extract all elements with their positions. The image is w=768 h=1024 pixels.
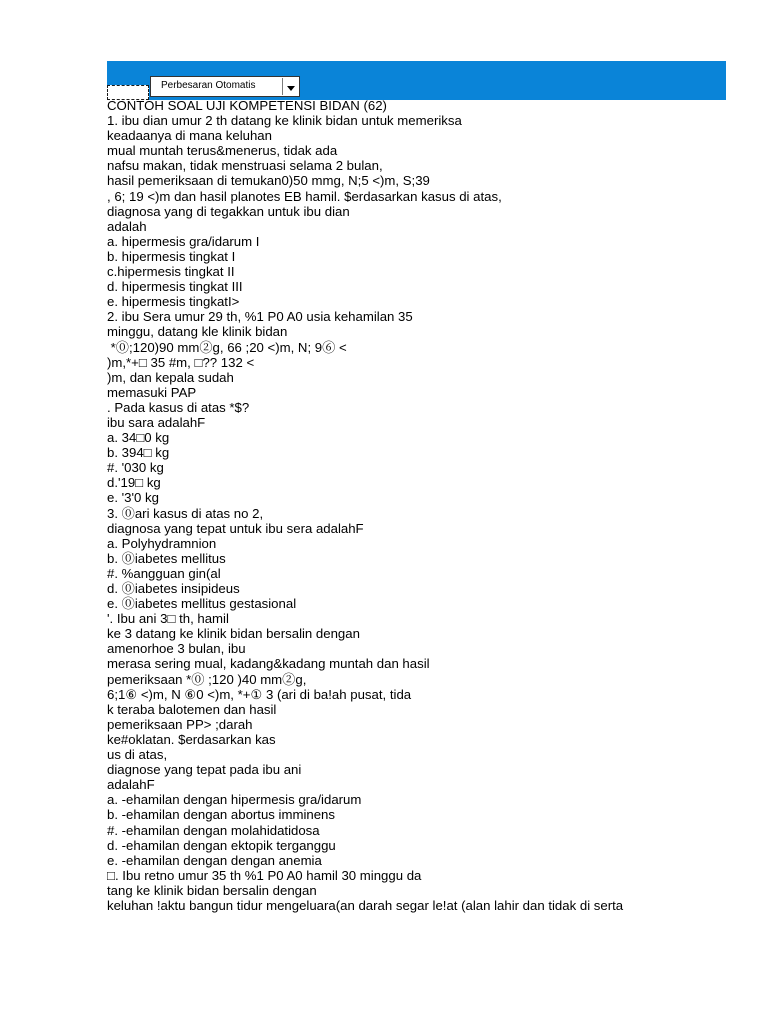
document-line: diagnosa yang tepat untuk ibu sera adalahF <box>107 520 364 536</box>
document-line: us di atas, <box>107 747 168 763</box>
document-line: 3. ⓪ari kasus di atas no 2, <box>107 505 264 521</box>
document-line: adalah <box>107 218 147 234</box>
document-line: e. '3'0 kg <box>107 490 159 506</box>
document-line: ibu sara adalahF <box>107 414 206 430</box>
document-line: c.hipermesis tingkat II <box>107 264 235 280</box>
document-line: adalahF <box>107 777 155 793</box>
document-line: ke#oklatan. $erdasarkan kas <box>107 731 276 747</box>
document-line: pemeriksaan PP> ;darah <box>107 716 253 732</box>
document-line: , 6; 19 <)m dan hasil planotes EB hamil. $erdasarkan kasus di atas, <box>107 188 502 204</box>
document-line: a. hipermesis gra/idarum I <box>107 233 260 249</box>
document-line: hasil pemeriksaan di temukan0)50 mmg, N;5 <)m, S;39 <box>107 173 430 189</box>
document-line: diagnosa yang di tegakkan untuk ibu dian <box>107 203 350 219</box>
document-line: '. Ibu ani 3□ th, hamil <box>107 611 229 627</box>
document-line: keadaanya di mana keluhan <box>107 128 272 144</box>
document-line: )m, dan kepala sudah <box>107 369 234 385</box>
document-line: tang ke klinik bidan bersalin dengan <box>107 882 317 898</box>
document-line: d.'19□ kg <box>107 475 161 491</box>
zoom-select-value: Perbesaran Otomatis <box>161 80 256 91</box>
document-line: nafsu makan, tidak menstruasi selama 2 bulan, <box>107 158 383 174</box>
document-line: amenorhoe 3 bulan, ibu <box>107 641 246 657</box>
document-line: #. '030 kg <box>107 460 164 476</box>
document-line: d. hipermesis tingkat III <box>107 279 243 295</box>
document-line: . Pada kasus di atas *$? <box>107 399 250 415</box>
document-line: a. 34□0 kg <box>107 430 170 446</box>
document-line: b. ⓪iabetes mellitus <box>107 550 226 566</box>
document-line: e. -ehamilan dengan dengan anemia <box>107 852 322 868</box>
document-line: e. hipermesis tingkatI> <box>107 294 240 310</box>
document-line: pemeriksaan *⓪ ;120 )40 mm②g, <box>107 671 307 687</box>
document-line: 6;1⑥ <)m, N ⑥0 <)m, *+① 3 (ari di ba!ah pusat, tida <box>107 686 412 702</box>
document-line: )m,*+□ 35 #m, □?? 132 < <box>107 354 255 370</box>
document-title: CONTOH SOAL UJI KOMPETENSI BIDAN (62) <box>107 98 387 113</box>
document-line: merasa sering mual, kadang&kadang muntah dan hasil <box>107 656 430 672</box>
document-line: 2. ibu Sera umur 29 th, %1 P0 A0 usia kehamilan 35 <box>107 309 413 325</box>
document-line: d. ⓪iabetes insipideus <box>107 581 240 596</box>
document-line: ke 3 datang ke klinik bidan bersalin dengan <box>107 626 360 642</box>
document-line: a. Polyhydramnion <box>107 535 217 551</box>
chevron-down-icon[interactable] <box>282 78 298 95</box>
document-line: a. -ehamilan dengan hipermesis gra/idarum <box>107 792 362 808</box>
document-line: diagnose yang tepat pada ibu ani <box>107 762 302 778</box>
document-line: e. ⓪iabetes mellitus gestasional <box>107 596 297 612</box>
document-line: b. hipermesis tingkat I <box>107 248 236 264</box>
document-line: mual muntah terus&menerus, tidak ada <box>107 143 338 159</box>
zoom-select[interactable] <box>150 76 300 97</box>
document-line: 1. ibu dian umur 2 th datang ke klinik bidan untuk memeriksa <box>107 113 462 129</box>
document-line: *⓪;120)90 mm②g, 66 ;20 <)m, N; 9⑥ < <box>107 339 347 355</box>
document-text <box>107 98 707 913</box>
document-line: k teraba balotemen dan hasil <box>107 701 277 717</box>
document-line: memasuki PAP <box>107 384 197 400</box>
pdf-toolbar <box>107 61 726 100</box>
document-line: #. %angguan gin(al <box>107 565 221 581</box>
document-line: b. 394□ kg <box>107 445 170 461</box>
document-line: #. -ehamilan dengan molahidatidosa <box>107 822 320 838</box>
document-line: □. Ibu retno umur 35 th %1 P0 A0 hamil 30 minggu da <box>107 867 422 883</box>
document-line: b. -ehamilan dengan abortus imminens <box>107 807 335 823</box>
document-line: minggu, datang kle klinik bidan <box>107 324 288 340</box>
document-line: d. -ehamilan dengan ektopik terganggu <box>107 837 336 853</box>
document-line: keluhan !aktu bangun tidur mengeluara(an darah segar le!at (alan lahir dan tidak di serta <box>107 897 624 913</box>
